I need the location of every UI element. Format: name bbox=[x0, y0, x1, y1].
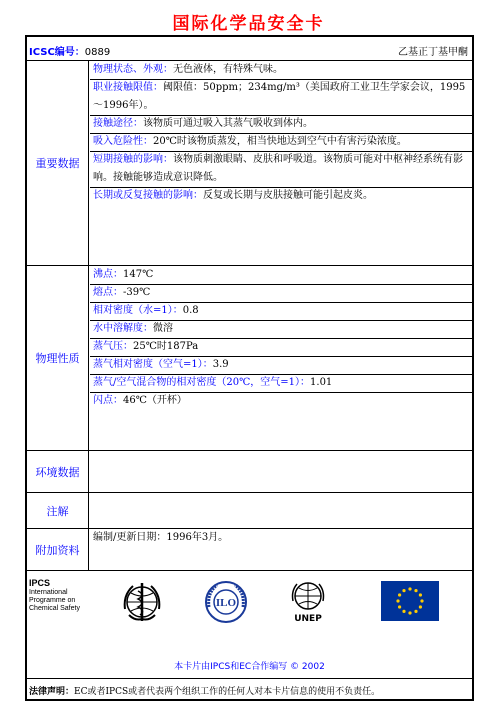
chemical-name: 乙基正丁基甲酮 bbox=[398, 47, 468, 58]
legal-label: 法律声明： bbox=[29, 687, 75, 697]
important-item: 物理状态、外观：无色液体，有特殊气味。 bbox=[93, 64, 283, 75]
environment-content bbox=[90, 451, 472, 492]
legal-statement bbox=[29, 684, 380, 697]
important-item: 吸入危险性：20℃时该物质蒸发，相当快地达到空气中有害污染浓度。 bbox=[93, 136, 407, 147]
unep-text: UNEP bbox=[294, 614, 322, 624]
physical-properties-label: 物理性质 bbox=[27, 266, 89, 450]
notes-section bbox=[27, 493, 472, 529]
additional-info-content bbox=[90, 529, 472, 570]
notes-content bbox=[90, 493, 472, 528]
important-item: 长期或反复接触的影响：反复或长期与皮肤接触可能引起皮炎。 bbox=[93, 190, 373, 201]
icsc-code bbox=[29, 43, 110, 58]
important-data-section bbox=[27, 61, 472, 266]
environment-section bbox=[27, 451, 472, 493]
icsc-code-label: ICSC编号： bbox=[29, 47, 85, 58]
credit-line: 本卡片由IPCS和EC合作编写 © 2002 bbox=[174, 662, 325, 672]
card-title: 国际化学品安全卡 bbox=[172, 14, 325, 34]
legal-section bbox=[27, 679, 472, 701]
unep-logo-icon bbox=[285, 579, 331, 629]
additional-info-section bbox=[27, 529, 472, 571]
safety-card bbox=[25, 35, 474, 701]
physical-properties-content: 沸点：147℃ 熔点：-39℃ 相对密度（水=1）：0.8 水中溶解度：微溶 蒸气压：25℃时187Pa 蒸气相对密度（空气=1）：3.9 蒸气/空气混合物的相对密度（20℃，空气=1）：1.01 闪点：46℃（开杯） bbox=[90, 266, 472, 450]
who-logo-icon bbox=[119, 579, 165, 629]
important-item: 职业接触限值：阈限值：50ppm；234mg/m³（美国政府工业卫生学家会议，1995～1996年）。 bbox=[93, 82, 466, 111]
svg-text:ILO: ILO bbox=[215, 597, 237, 609]
environment-label: 环境数据 bbox=[27, 451, 89, 492]
eu-flag-icon bbox=[381, 581, 439, 625]
ilo-logo-icon bbox=[203, 579, 249, 629]
update-date: 编制/更新日期：1996年3月。 bbox=[93, 532, 229, 543]
important-data-label: 重要数据 bbox=[27, 61, 89, 265]
important-item: 短期接触的影响：该物质刺激眼睛、皮肤和呼吸道。该物质可能对中枢神经系统有影响。接触能够造成意识降低。 bbox=[93, 154, 463, 183]
icsc-code-value: 0889 bbox=[84, 47, 111, 58]
card-header bbox=[27, 37, 472, 61]
additional-info-label: 附加资料 bbox=[27, 529, 89, 570]
ipcs-logo: IPCS International Programme on Chemical Safety bbox=[29, 578, 80, 612]
legal-text: EC或者IPCS或者代表两个组织工作的任何人对本卡片信息的使用不负责任。 bbox=[74, 687, 381, 697]
physical-properties-section bbox=[27, 266, 472, 451]
important-data-content bbox=[90, 61, 472, 265]
notes-label: 注解 bbox=[27, 493, 89, 528]
logo-section bbox=[27, 571, 472, 679]
important-item: 接触途径：该物质可通过吸入其蒸气吸收到体内。 bbox=[93, 118, 313, 129]
